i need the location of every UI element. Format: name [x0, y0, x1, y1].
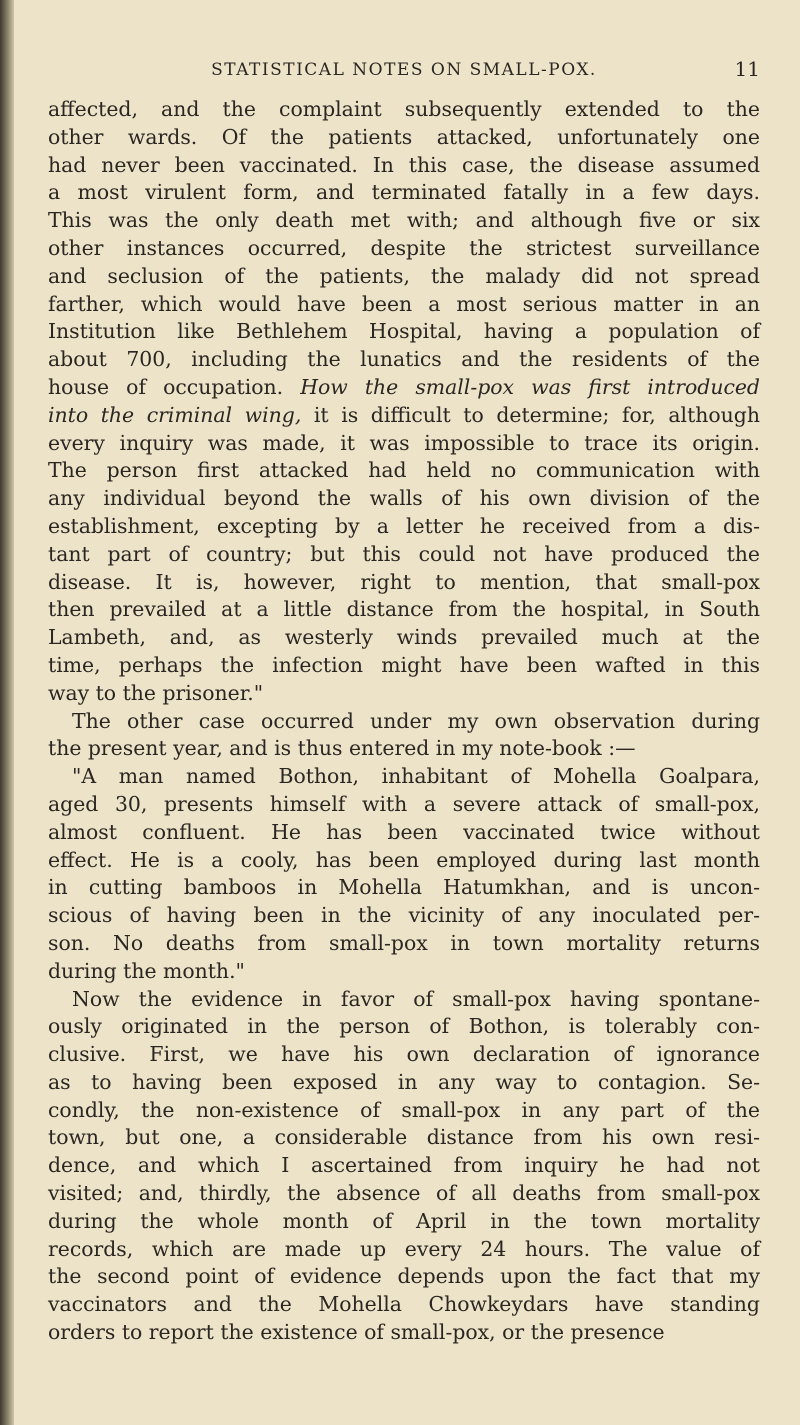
text-line	[48, 374, 760, 402]
text-line: tant part of country; but this could not have produced the	[48, 541, 760, 566]
text-line: affected, and the complaint subsequently extended to the	[48, 97, 760, 121]
text-line: condly, the non-existence of small-pox in any part of the	[48, 1097, 760, 1122]
text-line: any individual beyond the walls of his own division of the	[48, 486, 760, 511]
text-line: during the month."	[48, 958, 245, 983]
text-line: orders to report the existence of small-pox, or the presence	[48, 1320, 665, 1345]
text-line: the second point of evidence depends upon the fact that my	[48, 1264, 760, 1289]
paragraph-2	[48, 708, 760, 764]
text-line: The other case occurred under my own observation during	[72, 708, 760, 733]
running-title: STATISTICAL NOTES ON SMALL-POX.	[211, 60, 597, 80]
text-line: son. No deaths from small-pox in town mortality returns	[48, 930, 760, 955]
text-line: every inquiry was made, it was impossible to trace its origin.	[48, 430, 760, 455]
italic-run: into the criminal wing,	[48, 402, 302, 427]
book-gutter-shadow	[0, 0, 14, 1425]
text-run: house of occupation.	[48, 374, 301, 399]
text-line: farther, which would have been a most serious matter in an	[48, 291, 760, 316]
page-number: 11	[734, 57, 760, 81]
text-line: scious of having been in the vicinity of any inoculated per-	[48, 903, 760, 928]
text-line: establishment, excepting by a letter he received from a dis-	[48, 513, 760, 538]
text-line: other wards. Of the patients attacked, unfortunately one	[48, 124, 760, 149]
body-text	[48, 96, 760, 1347]
text-line: other instances occurred, despite the strictest surveillance	[48, 235, 760, 260]
text-line: Lambeth, and, as westerly winds prevailed much at the	[48, 625, 760, 650]
text-line: in cutting bamboos in Mohella Hatumkhan, and is uncon-	[48, 875, 760, 900]
italic-run: How the small-pox was first introduced	[300, 374, 760, 399]
text-line: effect. He is a cooly, has been employed during last month	[48, 847, 760, 872]
running-header	[48, 57, 760, 96]
text-line: dence, and which I ascertained from inquiry he had not	[48, 1153, 760, 1178]
text-line: the present year, and is thus entered in my note-book :—	[48, 736, 636, 761]
text-line: "A man named Bothon, inhabitant of Mohella Goalpara,	[72, 764, 760, 789]
text-line: town, but one, a considerable distance from his own resi-	[48, 1125, 760, 1150]
text-line	[48, 402, 760, 430]
paragraph-4	[48, 986, 760, 1347]
text-line: as to having been exposed in any way to contagion. Se-	[48, 1069, 760, 1094]
text-line: aged 30, presents himself with a severe attack of small-pox,	[48, 791, 760, 816]
text-line: almost confluent. He has been vaccinated twice without	[48, 819, 760, 844]
text-line: during the whole month of April in the town mortality	[48, 1208, 760, 1233]
text-line: Institution like Bethlehem Hospital, having a population of	[48, 319, 760, 344]
text-run: it is difficult to determine; for, although	[301, 402, 760, 427]
text-line: vaccinators and the Mohella Chowkeydars have standing	[48, 1292, 760, 1317]
text-line: visited; and, thirdly, the absence of all deaths from small-pox	[48, 1181, 760, 1206]
text-line: clusive. First, we have his own declaration of ignorance	[48, 1042, 760, 1067]
text-line: This was the only death met with; and although five or six	[48, 208, 760, 233]
text-line: records, which are made up every 24 hours. The value of	[48, 1236, 760, 1261]
text-line: The person first attacked had held no communication with	[48, 458, 760, 483]
text-line: ously originated in the person of Bothon, is tolerably con-	[48, 1014, 760, 1039]
book-page	[48, 57, 760, 1347]
text-line: disease. It is, however, right to mention, that small-pox	[48, 569, 760, 594]
text-line: time, perhaps the infection might have been wafted in this	[48, 652, 760, 677]
text-line: had never been vaccinated. In this case, the disease assumed	[48, 152, 760, 177]
text-line: way to the prisoner."	[48, 680, 264, 705]
text-line: and seclusion of the patients, the malady did not spread	[48, 263, 760, 288]
text-line: a most virulent form, and terminated fatally in a few days.	[48, 180, 760, 205]
paragraph-1	[48, 96, 760, 708]
paragraph-3-quote	[48, 763, 760, 985]
text-line: about 700, including the lunatics and the residents of the	[48, 347, 760, 372]
text-line: Now the evidence in favor of small-pox having spontane-	[72, 986, 760, 1011]
text-line: then prevailed at a little distance from the hospital, in South	[48, 597, 760, 622]
